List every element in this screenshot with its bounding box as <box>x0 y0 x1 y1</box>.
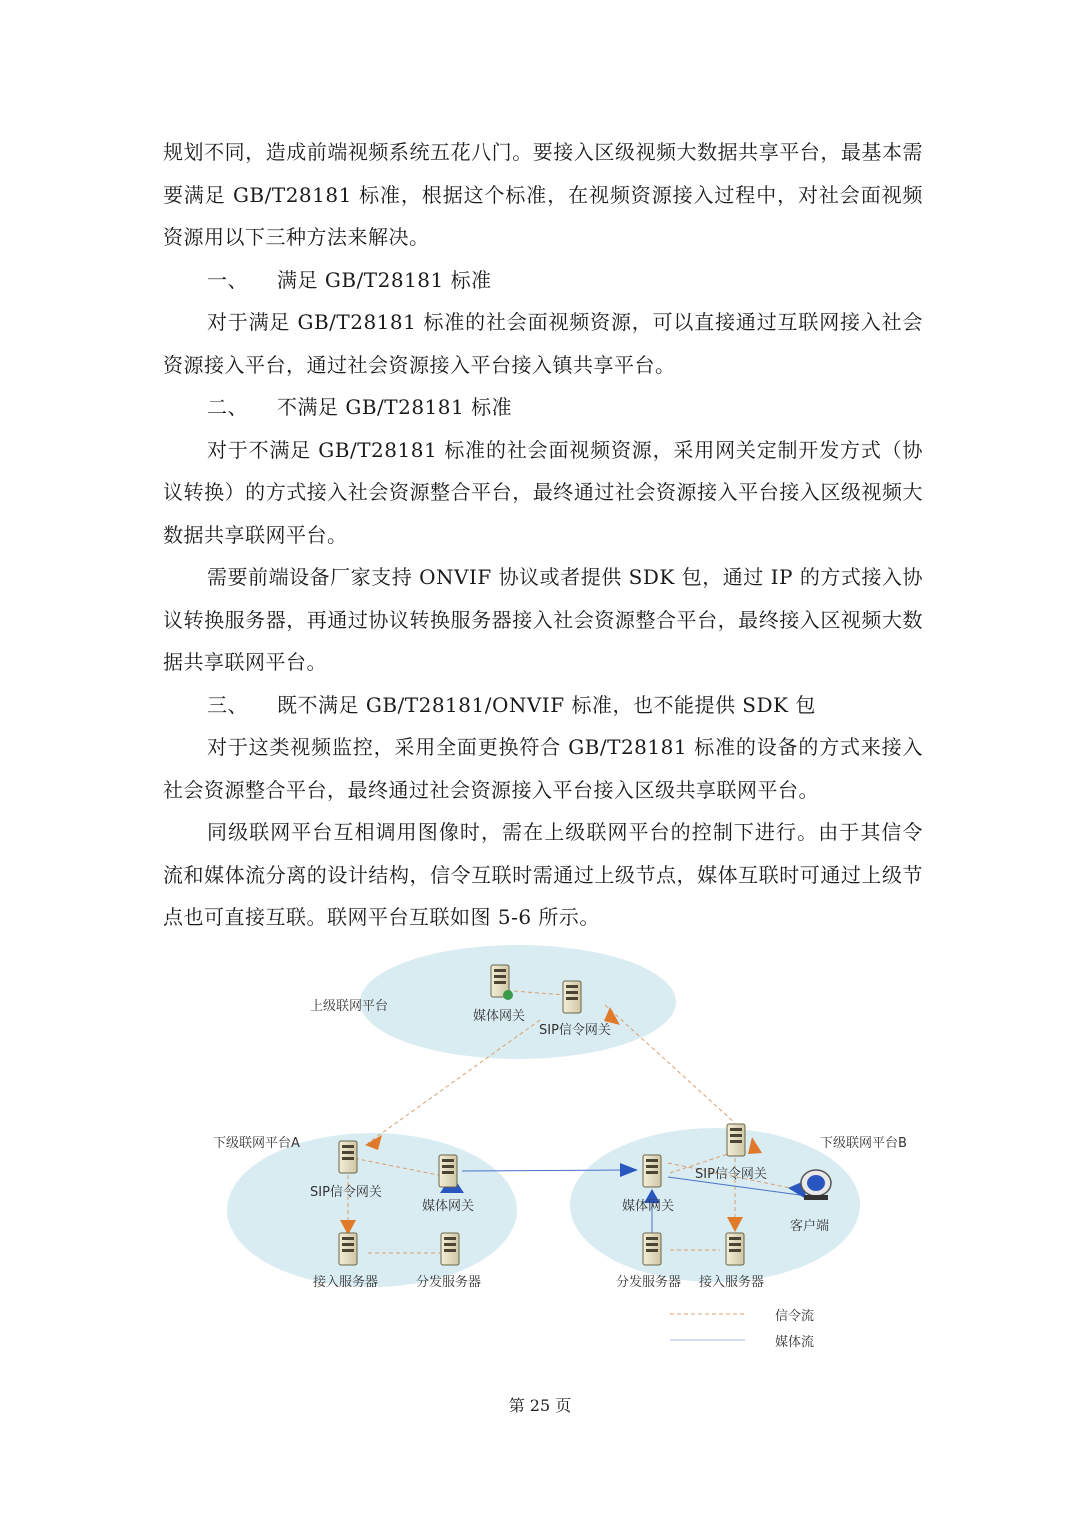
heading-number: 一、 <box>207 267 248 292</box>
server-icon <box>727 1124 745 1156</box>
media-gateway-label: 媒体网关 <box>422 1199 475 1214</box>
server-icon <box>643 1155 661 1187</box>
platform-a-label: 下级联网平台A <box>213 1136 300 1151</box>
server-icon <box>339 1141 357 1173</box>
paragraph: 同级联网平台互相调用图像时，需在上级联网平台的控制下进行。由于其信令流和媒体流分离的设计结构，信令互联时需通过上级节点，媒体互联时可通过上级节点也可直接互联。联网平台互联如图 5-6 所示。 <box>163 820 923 929</box>
sip-gateway-label: SIP信令网关 <box>539 1023 611 1038</box>
platform-b-ellipse <box>570 1128 860 1282</box>
legend-signal-label: 信令流 <box>775 1309 815 1324</box>
paragraph: 规划不同，造成前端视频系统五花八门。要接入区级视频大数据共享平台，最基本需要满足 GB/T28181 标准，根据这个标准，在视频资源接入过程中，对社会面视频资源用以下三种方法来解决。 <box>163 140 923 249</box>
client-label: 客户端 <box>790 1219 830 1234</box>
section-heading <box>163 259 923 302</box>
media-gateway-label: 媒体网关 <box>622 1199 675 1214</box>
heading-text: 不满足 GB/T28181 标准 <box>277 395 513 419</box>
legend-media-label: 媒体流 <box>775 1335 815 1350</box>
server-icon <box>563 981 581 1013</box>
sip-gateway-label: SIP信令网关 <box>695 1167 767 1182</box>
heading-number: 二、 <box>207 395 248 419</box>
server-icon <box>643 1233 661 1265</box>
paragraph: 对于不满足 GB/T28181 标准的社会面视频资源，采用网关定制开发方式（协议转换）的方式接入社会资源整合平台，最终通过社会资源接入平台接入区级视频大数据共享联网平台。 <box>163 437 923 547</box>
section-heading <box>163 684 923 727</box>
server-icon <box>726 1233 744 1265</box>
network-diagram <box>200 945 930 1365</box>
paragraph: 对于这类视频监控，采用全面更换符合 GB/T28181 标准的设备的方式来接入社会资源整合平台，最终通过社会资源接入平台接入区级共享联网平台。 <box>163 735 923 802</box>
paragraph: 需要前端设备厂家支持 ONVIF 协议或者提供 SDK 包，通过 IP 的方式接入协议转换服务器，再通过协议转换服务器接入社会资源整合平台，最终接入区视频大数据共享联网平台。 <box>163 565 923 674</box>
upper-platform-label: 上级联网平台 <box>310 999 389 1014</box>
heading-text: 既不满足 GB/T28181/ONVIF 标准，也不能提供 SDK 包 <box>277 692 816 717</box>
section-heading <box>163 386 923 429</box>
heading-text: 满足 GB/T28181 标准 <box>277 267 492 292</box>
server-icon <box>339 1233 357 1265</box>
page-number: 第 25 页 <box>508 1396 572 1415</box>
paragraph: 对于满足 GB/T28181 标准的社会面视频资源，可以直接通过互联网接入社会资源接入平台，通过社会资源接入平台接入镇共享平台。 <box>163 310 923 377</box>
computer-icon <box>801 1170 831 1200</box>
upper-platform-ellipse <box>360 945 676 1059</box>
dist-server-label: 分发服务器 <box>616 1275 682 1290</box>
access-server-label: 接入服务器 <box>313 1275 379 1290</box>
globe-icon <box>503 990 513 1000</box>
server-icon <box>441 1233 459 1265</box>
access-server-label: 接入服务器 <box>699 1275 765 1290</box>
server-icon <box>439 1155 457 1187</box>
heading-number: 三、 <box>207 692 248 717</box>
dist-server-label: 分发服务器 <box>416 1275 482 1290</box>
body-text <box>163 131 923 939</box>
media-gateway-label: 媒体网关 <box>473 1009 526 1024</box>
sip-gateway-label: SIP信令网关 <box>310 1185 382 1200</box>
platform-b-label: 下级联网平台B <box>820 1136 907 1151</box>
